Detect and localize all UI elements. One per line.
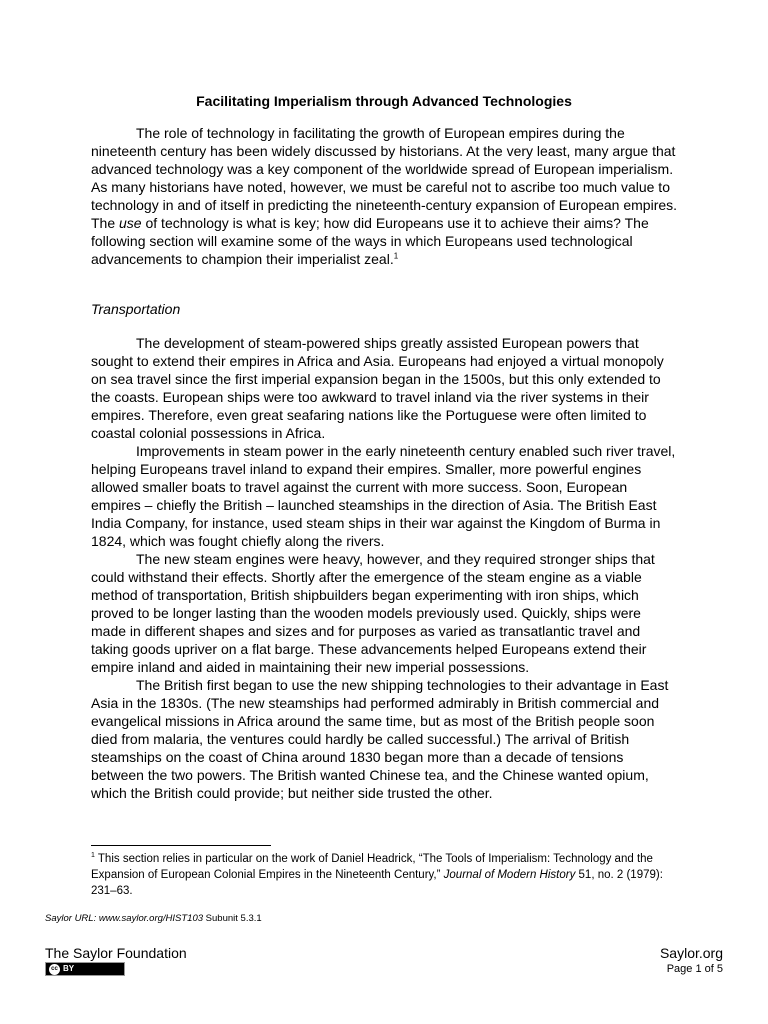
intro-text-2: of technology is what is key; how did Europeans use it to achieve their aims? The following section will examine some of the ways in which Europeans used technological advancements to champion their imperialist zeal.: [91, 215, 649, 267]
footnote-text-1: This section relies in particular on the work of Daniel Headrick, “The Tools of Imperialism: Technology and the Expansion of European Colonial Empires in the Nineteenth Century,”: [91, 853, 653, 881]
section-heading: Transportation: [91, 301, 181, 317]
saylor-subunit: Subunit 5.3.1: [203, 913, 262, 924]
footer-site[interactable]: Saylor.org: [659, 945, 723, 961]
footnote-text-2: 51, no. 2 (1979): 231–63.: [91, 869, 663, 897]
footnote: [91, 851, 691, 899]
paragraph: The new steam engines were heavy, however, and they required stronger ships that could withstand their effects. Shortly after the emergence of the steam engine as a viable method of transportation, British shipbuilders began experimenting with iron ships, which proved to be longer lasting than the wooden models previously used. Quickly, ships were made in different shapes and sizes and for purposes as varied as transatlantic travel and taking goods upriver on a flat barge. These advancements helped Europeans extend their empire inland and aided in maintaining their new imperial possessions.: [91, 551, 655, 675]
cc-by-label: BY: [63, 964, 75, 973]
cc-by-license-icon[interactable]: [45, 962, 125, 976]
intro-text-1: The role of technology in facilitating the growth of European empires during the nineteenth century has been widely discussed by historians. At the very least, many argue that advanced technology was a key component of the worldwide spread of European imperialism. As many historians have noted, however, we must be careful not to ascribe too much value to technology in and of itself in predicting the nineteenth-century expansion of European empires. The: [91, 125, 678, 231]
page-number: Page 1 of 5: [666, 963, 723, 975]
saylor-url-link[interactable]: Saylor URL: www.saylor.org/HIST103: [45, 913, 204, 924]
document-title: Facilitating Imperialism through Advanced Technologies: [196, 93, 572, 109]
paragraph: The development of steam-powered ships greatly assisted European powers that sought to extend their empires in Africa and Asia. Europeans had enjoyed a virtual monopoly on sea travel since the first imperial expansion began in the 1500s, but this only extended to the coasts. European ships were too awkward to travel inland via the river systems in their empires. Therefore, even great seafaring nations like the Portuguese were often limited to coastal colonial possessions in Africa.: [91, 335, 664, 441]
paragraph: Improvements in steam power in the early nineteenth century enabled such river travel, helping Europeans travel inland to expand their empires. Smaller, more powerful engines allowed smaller boats to travel against the current with more success. Soon, European empires – chiefly the British – launched steamships in the direction of Asia. The British East India Company, for instance, used steam ships in their war against the Kingdom of Burma in 1824, which was fought chiefly along the rivers.: [91, 443, 676, 549]
section-body: [91, 334, 679, 802]
footnote-marker: 1: [91, 852, 95, 860]
intro-paragraph: [91, 124, 679, 268]
saylor-url: [45, 913, 262, 925]
intro-emphasis: use: [119, 215, 142, 231]
paragraph: The British first began to use the new shipping technologies to their advantage in East Asia in the 1830s. (The new steamships had performed admirably in British commercial and evangelical missions in Africa around the same time, but as most of the British people soon died from malaria, the ventures could hardly be called successful.) The arrival of British steamships on the coast of China around 1830 began more than a decade of tensions between the two powers. The British wanted Chinese tea, and the Chinese wanted opium, which the British could provide; but neither side trusted the other.: [91, 677, 669, 801]
footer-foundation: The Saylor Foundation: [45, 945, 187, 961]
footnote-journal: Journal of Modern History: [443, 869, 576, 881]
cc-circle-icon: cc: [49, 964, 60, 975]
footnote-divider: [91, 845, 271, 846]
footnote-reference[interactable]: 1: [393, 251, 399, 261]
